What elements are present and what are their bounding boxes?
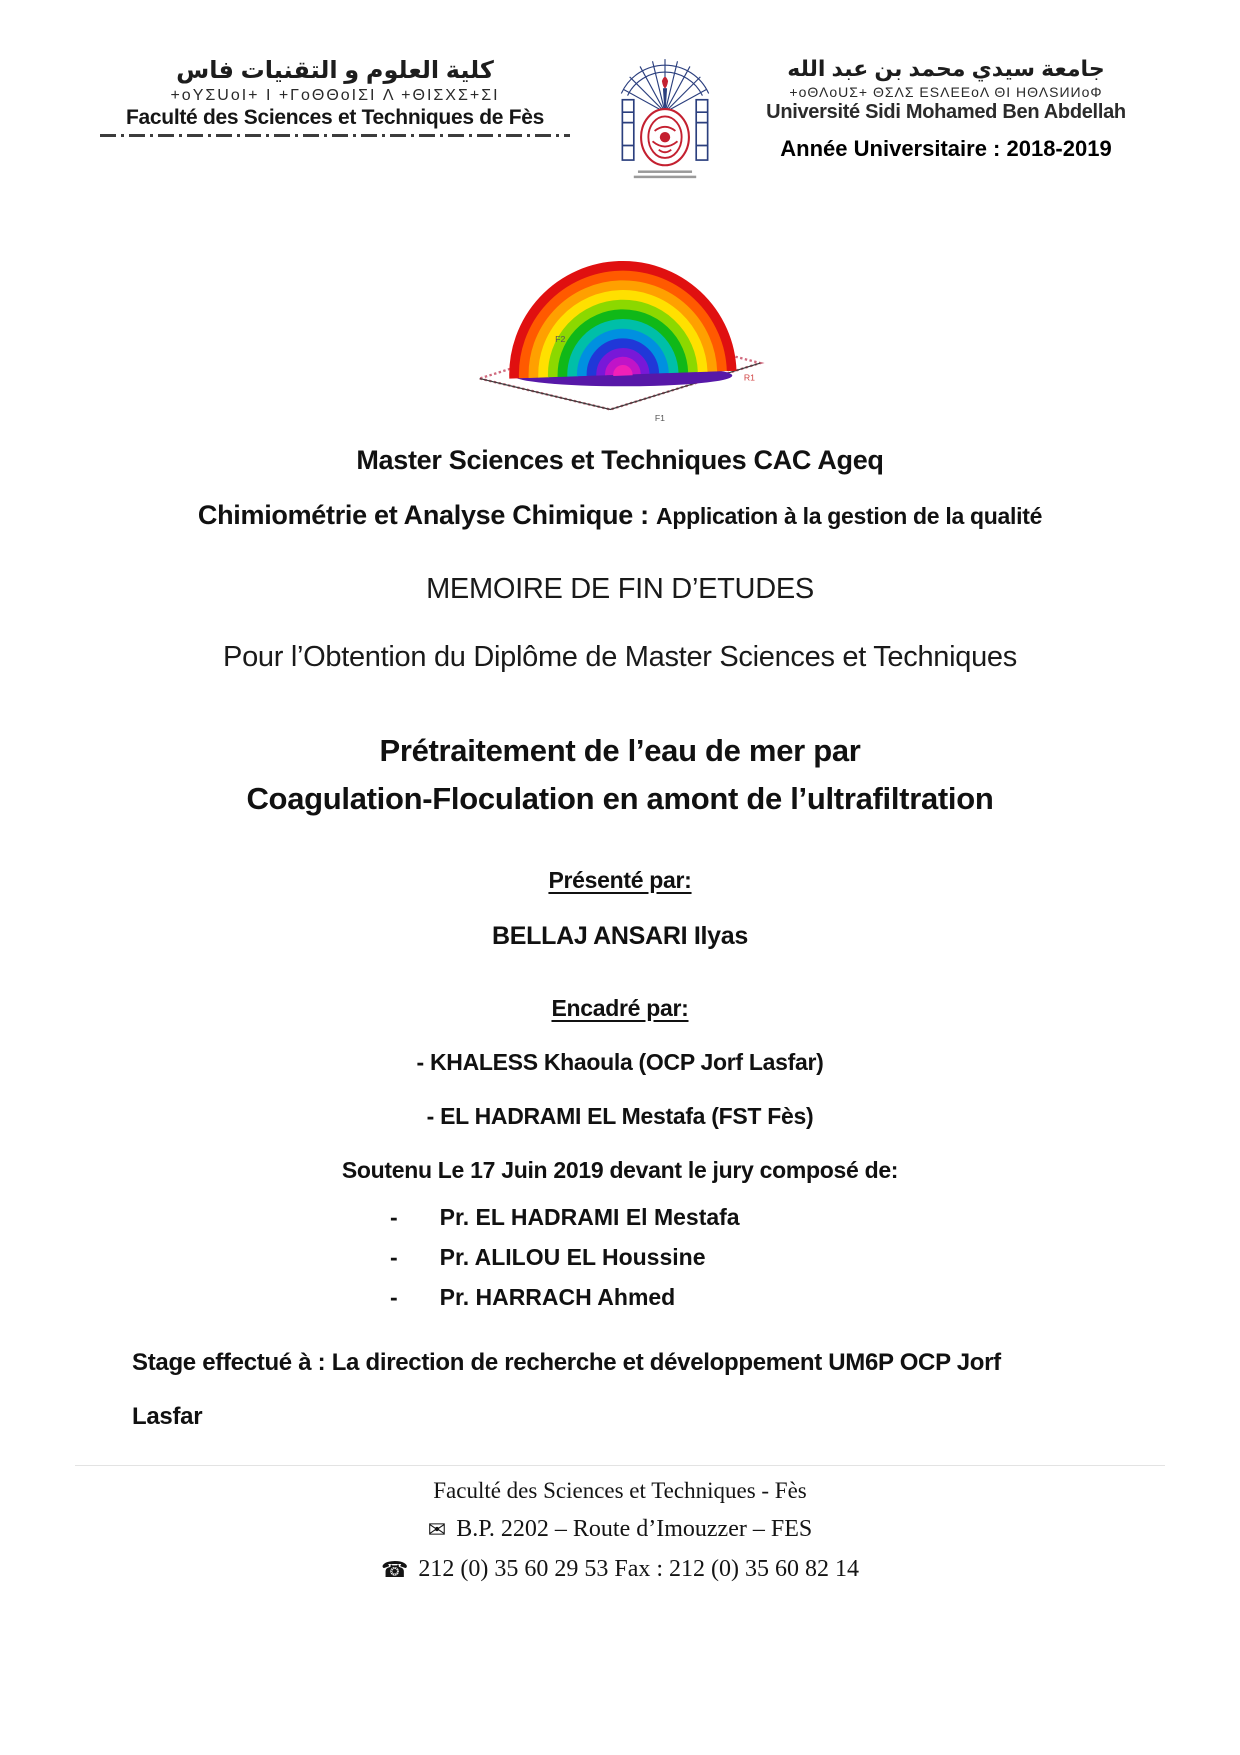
academic-year: Année Universitaire : 2018-2019 xyxy=(780,136,1112,161)
figure-axis-label-x: F1 xyxy=(654,413,665,424)
internship-location xyxy=(132,1349,1120,1431)
university-crest-icon xyxy=(613,58,717,181)
footer-divider xyxy=(75,1465,1165,1466)
thesis-title-line1: Prétraitement de l’eau de mer par xyxy=(379,732,861,768)
jury-member xyxy=(390,1284,850,1311)
footer-address xyxy=(0,1516,1240,1543)
faculty-name-tifinagh: +oYΣUoI+ I +ΓoΘΘoIΣI Λ +ΘIΣΧΣ+ΣI xyxy=(170,87,500,104)
jury-member-name: Pr. HARRACH Ahmed xyxy=(439,1283,676,1310)
envelope-icon: ✉ xyxy=(427,1516,447,1542)
program-subtitle-bold: Chimiométrie et Analyse Chimique : xyxy=(197,500,657,530)
faculty-name-arabic: كلية العلوم و التقنيات فاس xyxy=(176,57,494,84)
footer-phone xyxy=(0,1556,1240,1583)
figure-axis-label-y: F2 xyxy=(555,333,566,344)
jury-bullet: - xyxy=(390,1203,398,1230)
jury-member-name: Pr. ALILOU EL Houssine xyxy=(439,1243,706,1270)
defense-intro: Soutenu Le 17 Juin 2019 devant le jury composé de: xyxy=(341,1156,899,1183)
author-name: BELLAJ ANSARI Ilyas xyxy=(492,921,748,950)
jury-bullet: - xyxy=(390,1243,398,1270)
presented-by-label: Présenté par: xyxy=(548,866,692,893)
thesis-title-line2: Coagulation-Floculation en amont de l’ultrafiltration xyxy=(246,780,994,816)
university-name-arabic: جامعة سيدي محمد بن عبد الله xyxy=(787,56,1105,81)
phone-icon: ☎ xyxy=(380,1556,409,1582)
figure-axis-label-z: R1 xyxy=(743,372,755,383)
memoire-subheading: Pour l’Obtention du Diplôme de Master Sciences et Techniques xyxy=(223,641,1017,673)
header-dashdot-divider xyxy=(100,134,570,137)
supervisor-2: - EL HADRAMI EL Mestafa (FST Fès) xyxy=(426,1102,814,1129)
supervised-by-label: Encadré par: xyxy=(551,994,689,1021)
header xyxy=(0,0,1240,186)
footer-phone-text: 212 (0) 35 60 29 53 Fax : 212 (0) 35 60 82 14 xyxy=(418,1555,860,1582)
faculty-name-french: Faculté des Sciences et Techniques de Fès xyxy=(126,106,544,129)
jury-member xyxy=(390,1204,850,1231)
master-program-title: Master Sciences et Techniques CAC Ageq xyxy=(356,445,884,475)
footer-address-text: B.P. 2202 – Route d’Imouzzer – FES xyxy=(456,1515,813,1542)
supervisor-1: - KHALESS Khaoula (OCP Jorf Lasfar) xyxy=(416,1048,824,1075)
footer-faculty: Faculté des Sciences et Techniques - Fès xyxy=(433,1477,807,1503)
jury-member-name: Pr. EL HADRAMI El Mestafa xyxy=(439,1203,740,1230)
memoire-heading: MEMOIRE DE FIN D’ETUDES xyxy=(426,573,814,605)
university-name-tifinagh: +oΘΛoUΣ+ ΘΣΛΣ ΕЅΛΕΕoΛ ΘΙ ΗΘΛЅИИoΦ xyxy=(789,84,1103,100)
faculty-block xyxy=(100,56,570,137)
surface-plot-image xyxy=(465,216,775,424)
footer xyxy=(0,1478,1240,1583)
jury-bullet: - xyxy=(390,1283,398,1310)
program-subtitle xyxy=(0,500,1240,531)
jury-list xyxy=(390,1204,850,1311)
university-name-french: Université Sidi Mohamed Ben Abdellah xyxy=(766,101,1126,123)
surface-plot-figure xyxy=(465,216,775,429)
university-block xyxy=(760,56,1132,162)
program-subtitle-rest: Application à la gestion de la qualité xyxy=(656,503,1043,529)
internship-line1: Stage effectué à : La direction de recherche et développement UM6P OCP Jorf xyxy=(132,1348,1001,1376)
jury-member xyxy=(390,1244,850,1271)
thesis-title xyxy=(0,727,1240,823)
university-logo xyxy=(613,58,717,186)
internship-line2: Lasfar xyxy=(132,1402,203,1430)
